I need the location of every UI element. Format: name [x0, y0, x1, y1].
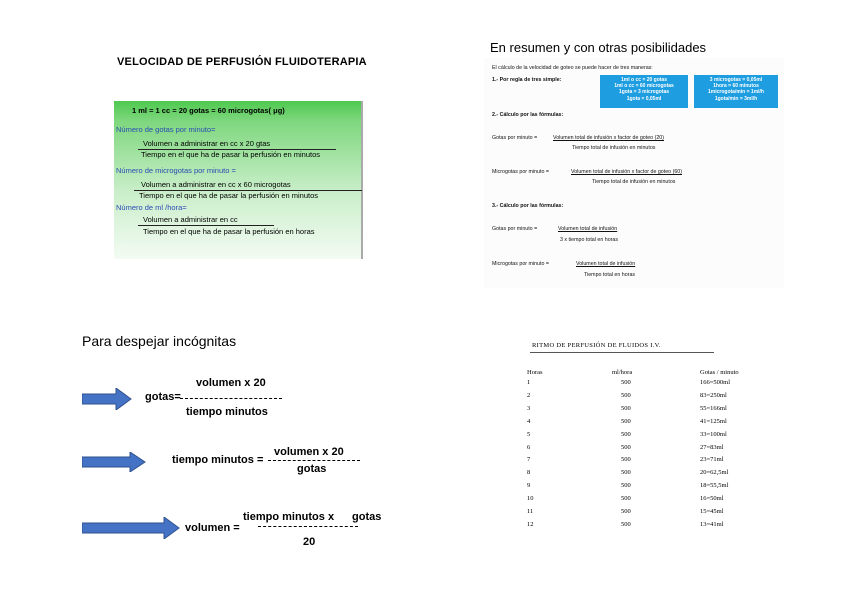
table-row [0, 444, 848, 456]
hours-cell: 11 [527, 508, 534, 515]
hours-cell: 6 [527, 443, 531, 451]
drops-numerator: Volumen a administrar en cc x 20 gtas [143, 139, 271, 148]
equation-2-numerator: volumen x 20 [274, 446, 344, 458]
drops-formula-numerator: Volumen total de infusión x factor de goteo (20) [553, 135, 665, 141]
microdrops-formula-label: Microgotas por minuto = [492, 169, 549, 175]
table-row [0, 508, 848, 520]
title-underline [530, 352, 714, 353]
ml-per-hour-denominator: Tiempo en el que ha de pasar la perfusión en horas [143, 227, 315, 236]
hours-cell: 7 [527, 456, 531, 464]
microdrops-denominator: Tiempo en el que ha de pasar la perfusión en minutos [139, 191, 319, 200]
formula-card [114, 101, 363, 259]
drops-per-minute-label: Número de gotas por minuto= [116, 125, 216, 134]
ml-per-hour-cell: 500 [621, 417, 631, 425]
ml-per-hour-cell: 500 [621, 520, 631, 528]
hours-cell: 10 [527, 495, 534, 503]
column-header-hours: Horas [527, 369, 543, 376]
hours-cell: 5 [527, 430, 531, 438]
hours-cell: 4 [527, 417, 531, 425]
equation-1-denominator: tiempo minutos [186, 406, 268, 418]
drops-hours-formula-numerator: Volumen total de infusión [558, 226, 618, 232]
drops-per-minute-cell: 16=50ml [700, 495, 724, 503]
drops-formula-denominator: Tiempo total de infusión en minutos [572, 145, 656, 151]
ml-per-hour-cell: 500 [621, 430, 631, 438]
drops-hours-formula-label: Gotas por minuto = [492, 226, 538, 232]
column-header-drops-per-minute: Gotas / minuto [700, 369, 739, 376]
table-row [0, 495, 848, 507]
infusion-rate-table-title: RITMO DE PERFUSIÓN DE FLUIDOS I.V. [532, 342, 661, 349]
microdrops-per-minute-label: Número de microgotas por minuto = [116, 166, 236, 175]
ml-per-hour-cell: 500 [621, 456, 631, 464]
equation-3-numerator-gotas: gotas [352, 511, 382, 523]
drops-per-minute-cell: 166=500ml [700, 379, 731, 386]
column-header-ml-per-hour: ml/hora [612, 369, 633, 376]
drops-per-minute-cell: 23=71ml [700, 456, 724, 464]
ml-per-hour-cell: 500 [621, 391, 631, 399]
equivalences-box-2 [694, 75, 778, 108]
summary-title: En resumen y con otras posibilidades [490, 40, 707, 55]
table-row [0, 405, 848, 417]
summary-intro: El cálculo de la velocidad de goteo se puede hacer de tres maneras: [492, 65, 653, 71]
equivalence-line: 1gota = 3 microgotas [618, 89, 670, 96]
microdrops-hours-formula-label: Microgotas por minuto = [492, 261, 549, 267]
equation-3-lhs: volumen = [185, 522, 240, 534]
ml-per-hour-numerator: Volumen a administrar en cc [143, 215, 238, 224]
equivalence-line: 1gota = 0,05ml [626, 95, 662, 102]
summary-card [484, 58, 784, 288]
equation-2-lhs: tiempo minutos = [172, 454, 264, 466]
hours-cell: 8 [527, 469, 531, 477]
equivalence-header: 1 ml = 1 cc = 20 gotas = 60 microgotas( μg) [132, 106, 285, 115]
rule-of-three-heading: 1.- Por regla de tres simple: [492, 77, 562, 83]
table-row [0, 521, 848, 533]
equation-1-lhs: gotas= [145, 391, 181, 403]
drops-per-minute-cell: 20=62,5ml [700, 469, 729, 477]
formulas-heading-3: 3.- Cálculo por las fórmulas: [492, 203, 564, 209]
ml-per-hour-cell: 500 [621, 443, 631, 451]
hours-cell: 2 [527, 391, 531, 399]
perfusion-title: VELOCIDAD DE PERFUSIÓN FLUIDOTERAPIA [117, 56, 367, 68]
drops-per-minute-cell: 55=166ml [700, 404, 727, 412]
drops-per-minute-cell: 41=125ml [700, 417, 727, 425]
table-row [0, 469, 848, 481]
microdrops-numerator: Volumen a administrar en cc x 60 microgotas [141, 180, 291, 189]
ml-per-hour-cell: 500 [621, 495, 631, 503]
drops-denominator: Tiempo en el que ha de pasar la perfusión en minutos [141, 150, 321, 159]
drops-hours-formula-denominator: 3 x tiempo total en horas [560, 237, 619, 243]
table-row [0, 482, 848, 494]
table-row [0, 456, 848, 468]
equivalence-line: 1ml o cc = 60 microgotas [614, 83, 674, 90]
ml-per-hour-cell: 500 [621, 469, 631, 477]
drops-formula-label: Gotas por minuto = [492, 135, 538, 141]
table-row [0, 431, 848, 443]
equation-3-denominator: 20 [303, 536, 316, 548]
drops-per-minute-cell: 83=250ml [700, 391, 727, 399]
equation-1-numerator: volumen x 20 [196, 377, 266, 389]
microdrops-formula-denominator: Tiempo total de infusión en minutos [592, 179, 676, 185]
table-row [0, 379, 848, 391]
drops-per-minute-cell: 13=41ml [700, 520, 724, 528]
equivalence-line: 1ml o cc = 20 gotas [621, 77, 667, 83]
microdrops-hours-formula-numerator: Volumen total de infusión [576, 261, 636, 267]
ml-per-hour-cell: 500 [621, 508, 631, 515]
ml-per-hour-cell: 500 [621, 482, 631, 490]
ml-per-hour-label: Número de ml /hora= [116, 203, 187, 212]
equivalence-line: 1hora = 60 minutos [713, 83, 759, 90]
table-row [0, 418, 848, 430]
drops-per-minute-cell: 33=100ml [700, 430, 727, 438]
equivalence-line: 1microgota/min = 1ml/h [708, 89, 764, 96]
equivalences-box-1 [600, 75, 688, 108]
hours-cell: 1 [527, 379, 531, 386]
drops-per-minute-cell: 27=83ml [700, 443, 724, 451]
formulas-heading: 2.- Cálculo por las fórmulas: [492, 112, 564, 118]
microdrops-formula-numerator: Volumen total de infusión x factor de goteo (60) [571, 169, 683, 175]
equivalence-line: 3 microgotas = 0,05ml [709, 77, 763, 83]
hours-cell: 12 [527, 520, 534, 528]
hours-cell: 9 [527, 482, 531, 490]
equation-2-denominator: gotas [297, 463, 327, 475]
equivalence-line: 1gota/min = 3ml/h [714, 95, 758, 102]
microdrops-hours-formula-denominator: Tiempo total en horas [584, 272, 636, 278]
drops-per-minute-cell: 15=45ml [700, 508, 724, 515]
hours-cell: 3 [527, 404, 531, 412]
equation-3-numerator: tiempo minutos x [243, 511, 335, 523]
ml-per-hour-cell: 500 [621, 379, 631, 386]
solve-unknowns-title: Para despejar incógnitas [82, 333, 237, 349]
table-row [0, 392, 848, 404]
fraction-line [138, 225, 274, 226]
ml-per-hour-cell: 500 [621, 404, 631, 412]
drops-per-minute-cell: 18=55,5ml [700, 482, 729, 490]
